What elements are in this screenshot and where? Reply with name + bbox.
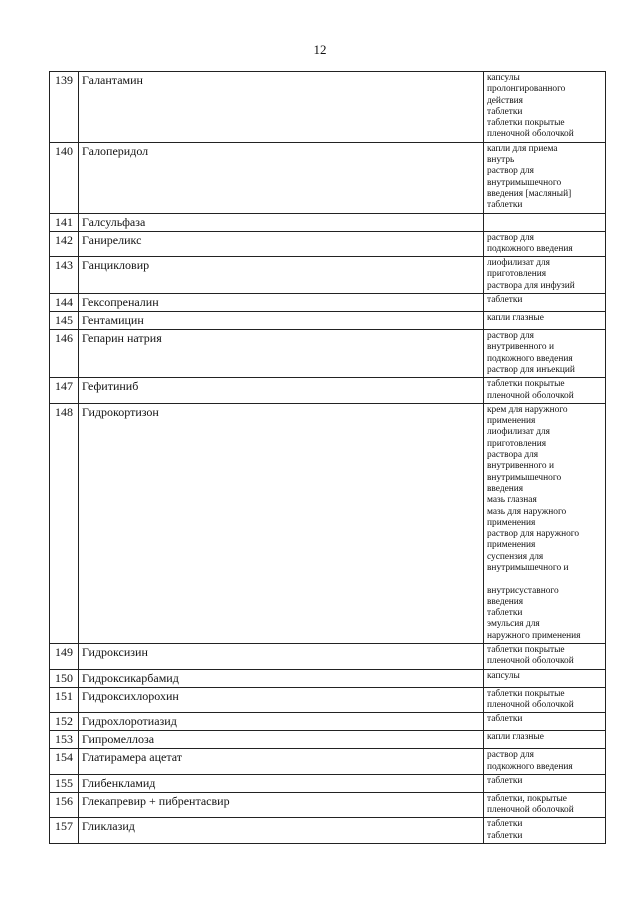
drug-table-body: [50, 72, 606, 844]
dosage-form-line: подкожного введения: [487, 353, 573, 364]
table-row: [50, 669, 606, 687]
dosage-form-line: таблетки: [487, 714, 523, 725]
dosage-forms: [484, 378, 606, 404]
row-number: 146: [50, 330, 79, 378]
dosage-form-line: лиофилизат для: [487, 427, 550, 438]
dosage-forms: [484, 231, 606, 257]
dosage-form-line: таблетки: [487, 106, 523, 117]
dosage-form-empty: [487, 215, 602, 226]
row-number: 155: [50, 774, 79, 792]
dosage-form-line: капли глазные: [487, 313, 544, 324]
drug-name: Гидроксихлорохин: [79, 687, 484, 713]
table-row: [50, 213, 606, 231]
dosage-form-line: раствор для: [487, 166, 534, 177]
drug-name: Глекапревир + пибрентасвир: [79, 792, 484, 818]
drug-name: Гепарин натрия: [79, 330, 484, 378]
table-row: [50, 142, 606, 213]
dosage-form-line: мазь глазная: [487, 495, 537, 506]
table-row: [50, 792, 606, 818]
dosage-form-line: внутривенного и: [487, 461, 554, 472]
drug-name: Ганиреликс: [79, 231, 484, 257]
dosage-form-line: внутримышечного: [487, 472, 562, 483]
dosage-form-line: капли глазные: [487, 732, 544, 743]
row-number: 142: [50, 231, 79, 257]
dosage-forms: [484, 403, 606, 643]
dosage-form-line: таблетки покрытые: [487, 379, 565, 390]
dosage-forms: [484, 713, 606, 731]
drug-name: Глатирамера ацетат: [79, 749, 484, 775]
dosage-forms: [484, 330, 606, 378]
dosage-form-line: подкожного введения: [487, 761, 573, 772]
drug-name: Гидрокортизон: [79, 403, 484, 643]
drug-name: Гефитиниб: [79, 378, 484, 404]
row-number: 157: [50, 818, 79, 844]
row-number: 153: [50, 731, 79, 749]
drug-name: Гексопреналин: [79, 294, 484, 312]
dosage-form-line: пленочной оболочкой: [487, 805, 574, 816]
dosage-forms: [484, 731, 606, 749]
dosage-form-line: таблетки, покрытые: [487, 793, 567, 804]
table-row: [50, 749, 606, 775]
dosage-form-line: действия: [487, 95, 523, 106]
dosage-form-line: раствор для: [487, 331, 534, 342]
dosage-forms: [484, 818, 606, 844]
drug-name: Гипромеллоза: [79, 731, 484, 749]
table-row: [50, 731, 606, 749]
drug-name: Глибенкламид: [79, 774, 484, 792]
dosage-form-line: таблетки: [487, 608, 523, 619]
table-row: [50, 257, 606, 294]
dosage-form-line: внутривенного и: [487, 342, 554, 353]
dosage-forms: [484, 142, 606, 213]
dosage-form-line: введения [масляный]: [487, 188, 572, 199]
dosage-form-line: применения: [487, 416, 536, 427]
row-number: 147: [50, 378, 79, 404]
table-row: [50, 713, 606, 731]
row-number: 145: [50, 312, 79, 330]
row-number: 139: [50, 72, 79, 143]
dosage-form-line: внутримышечного: [487, 177, 562, 188]
dosage-form-line: пленочной оболочкой: [487, 129, 574, 140]
dosage-form-line: раствор для инъекций: [487, 364, 575, 375]
dosage-forms: [484, 312, 606, 330]
dosage-form-line: раствора для: [487, 450, 539, 461]
dosage-form-line: наружного применения: [487, 630, 581, 641]
dosage-forms: [484, 213, 606, 231]
row-number: 152: [50, 713, 79, 731]
dosage-form-line: таблетки: [487, 200, 523, 211]
drug-name: Гликлазид: [79, 818, 484, 844]
dosage-form-line: лиофилизат для: [487, 258, 550, 269]
row-number: 149: [50, 644, 79, 670]
dosage-form-line: таблетки: [487, 830, 523, 841]
row-number: 154: [50, 749, 79, 775]
row-number: 151: [50, 687, 79, 713]
dosage-form-line: пленочной оболочкой: [487, 390, 574, 401]
dosage-form-line: таблетки: [487, 775, 523, 786]
page-number: 12: [313, 42, 327, 57]
dosage-forms: [484, 749, 606, 775]
dosage-form-line: внутримышечного и: [487, 562, 569, 573]
dosage-form-line: крем для наружного: [487, 404, 568, 415]
table-row: [50, 774, 606, 792]
row-number: 143: [50, 257, 79, 294]
row-number: 141: [50, 213, 79, 231]
drug-name: Гидроксизин: [79, 644, 484, 670]
dosage-form-line: раствора для инфузий: [487, 280, 575, 291]
table-row: [50, 294, 606, 312]
dosage-form-line: пленочной оболочкой: [487, 656, 574, 667]
dosage-form-line: [487, 574, 602, 585]
row-number: 156: [50, 792, 79, 818]
dosage-form-line: таблетки: [487, 295, 523, 306]
dosage-forms: [484, 72, 606, 143]
table-row: [50, 231, 606, 257]
dosage-form-line: раствор для: [487, 750, 534, 761]
dosage-forms: [484, 644, 606, 670]
dosage-form-line: внутрисуставного: [487, 585, 559, 596]
dosage-forms: [484, 294, 606, 312]
drug-name: Галоперидол: [79, 142, 484, 213]
drug-table: [49, 71, 606, 844]
dosage-forms: [484, 687, 606, 713]
table-row: [50, 330, 606, 378]
dosage-form-line: приготовления: [487, 269, 547, 280]
dosage-forms: [484, 792, 606, 818]
dosage-form-line: приготовления: [487, 438, 547, 449]
drug-name: Ганцикловир: [79, 257, 484, 294]
dosage-form-line: капли для приема: [487, 143, 558, 154]
dosage-forms: [484, 774, 606, 792]
dosage-form-line: подкожного введения: [487, 243, 573, 254]
drug-name: Гидроксикарбамид: [79, 669, 484, 687]
dosage-forms: [484, 257, 606, 294]
row-number: 144: [50, 294, 79, 312]
dosage-forms: [484, 669, 606, 687]
dosage-form-line: введения: [487, 483, 524, 494]
row-number: 150: [50, 669, 79, 687]
dosage-form-line: мазь для наружного: [487, 506, 567, 517]
table-row: [50, 378, 606, 404]
table-row: [50, 72, 606, 143]
dosage-form-line: раствор для наружного: [487, 529, 580, 540]
dosage-form-line: применения: [487, 517, 536, 528]
dosage-form-line: пролонгированного: [487, 84, 566, 95]
dosage-form-line: таблетки покрытые: [487, 645, 565, 656]
row-number: 148: [50, 403, 79, 643]
drug-name: Гидрохлоротиазид: [79, 713, 484, 731]
row-number: 140: [50, 142, 79, 213]
drug-name: Галантамин: [79, 72, 484, 143]
dosage-form-line: капсулы: [487, 670, 520, 681]
dosage-form-line: капсулы: [487, 73, 520, 83]
dosage-form-line: суспензия для: [487, 551, 544, 562]
table-row: [50, 687, 606, 713]
dosage-form-line: внутрь: [487, 155, 515, 166]
dosage-form-line: таблетки покрытые: [487, 688, 565, 699]
table-row: [50, 644, 606, 670]
table-row: [50, 818, 606, 844]
table-row: [50, 403, 606, 643]
drug-name: Галсульфаза: [79, 213, 484, 231]
dosage-form-line: введения: [487, 596, 524, 607]
dosage-form-line: раствор для: [487, 232, 534, 243]
dosage-form-line: таблетки покрытые: [487, 118, 565, 129]
dosage-form-line: таблетки: [487, 819, 523, 830]
drug-name: Гентамицин: [79, 312, 484, 330]
dosage-form-line: применения: [487, 540, 536, 551]
dosage-form-line: эмульсия для: [487, 619, 540, 630]
table-row: [50, 312, 606, 330]
dosage-form-line: пленочной оболочкой: [487, 699, 574, 710]
